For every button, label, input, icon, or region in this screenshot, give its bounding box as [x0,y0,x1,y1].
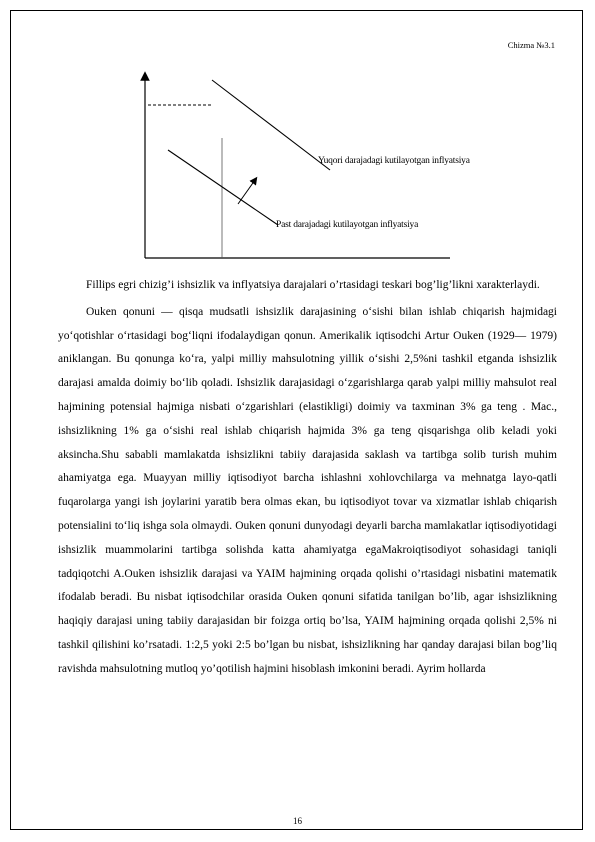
page-number: 16 [293,816,302,826]
lower-curve-label: Past darajadagi kutilayotgan inflyatsiya [276,220,419,230]
paragraph: Ouken qonuni — qisqa mudsatli ishsizlik darajasining o‘sishi bilan ishlab chiqarish hajmidagi yo‘qotishlar o‘rtasidagi bog‘liqni ifodalaydigan qonun. Amerikalik iqtisodchi Artur Ouken (1929— 1979) aniklangan. Bu qonunga ko‘ra, yalpi milliy mahsulotning yillik o‘sishi 2,5%ni tashkil etganda ishsizlik darajasi amalda doimiy bo‘lib qoladi. Ishsizlik darajasidagi o‘zgarishlarga qarab yalpi milliy mahsulot real hajmining potensial hajmiga nisbati o‘zgarishlari (elastikligi) doimiy va taxminan 3% ga teng . Mac., ishsizlikning 1% ga o‘sishi real ishlab chiqarish hajmida 3% ga teng qisqarishga olib keladi yoki aksincha.Shu sababli mamlakatda ishsizlikni tabiiy darajasida saklash va tartibga solib turish muhim ahamiyatga ega. Muayyan milliy iqtisodiyot barcha ishlashni xohlovchilarga va mehnatga layo-qatli fuqarolarga yangi ish joylarini yaratib bera olmas ekan, bu iqtisodiyot tovar va xizmatlar ishlab chiqarish potensialini to‘liq ishga sola olmaydi. Ouken qonuni dunyodagi deyarli barcha mamlakatlar iqtisodiyotidagi ishsizlik muammolarini tartibga solishda katta ahamiyatga egaMakroiqtisodiyot sohasidagi taniqli tadqiqotchi A.Ouken ishsizlik darajasi va YAIM hajmining orqada qolishi o’rtasidagi nisbatini matematik ifodalab beradi. Bu nisbat iqtisodchilar orasida Ouken qonuni sifatida tanilgan bo’lib, agar ishsizlikning haqiqiy darajasi uning tabiiy darajasidan bir foizga ortiq bo’lsa, YAIM hajmining orqada qolishi 2,5% ni tashkil qilishini ko’rsatadi. 1:2,5 yoki 2:5 bo’lgan bu nisbat, ishsizlikning har qanday darajasi bilan bog’liq ravishda mahsulotning mutloq yo’qotilish hajmini hisoblash imkonini beradi. Ayrim hollarda [58,305,557,675]
phillips-curve-diagram [130,68,540,264]
upper-curve-label: Yuqori darajadagi kutilayotgan inflyatsiya [318,156,470,166]
body-text [58,274,557,682]
upper-curve [212,80,330,170]
shift-arrow [238,180,255,204]
lower-curve [168,150,278,225]
figure-caption: Chizma №3.1 [507,40,555,50]
paragraph: Fillips egri chizig’i ishsizlik va inflyatsiya darajalari o’rtasidagi teskari bog’lig’likni xarakterlaydi. [86,279,540,291]
diagram-graphic [130,68,540,264]
